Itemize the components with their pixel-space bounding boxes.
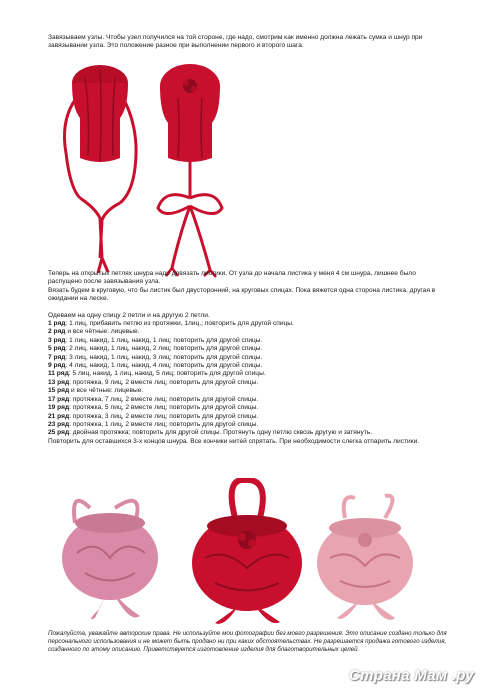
photo-finished-bags (55, 478, 435, 628)
intro-text: Завязываем узлы. Чтобы узел получился на той стороне, где надо, смотрим как именно должна лежать сумка и шнур при завязывании узла. Это положение разное при выполнении первого и второго шага. (48, 34, 423, 50)
red-bag-center (192, 480, 302, 624)
row-item: 11 ряд: 5 лиц, накид, 1 лиц, накид, 5 лиц; повторить для другой спицы. (48, 370, 266, 378)
para-cast-on: Одеваем на одну спицу 2 петли и на другую 2 петли. (48, 311, 210, 319)
para-circular-knitting: Вязать будем в круговую, что бы листик был двусторонний, на круговых спицах. Пока вяжется одна сторона листика, другая в ожидании на леске. (48, 286, 436, 303)
row-item: 15 ряд и все чётные: лицевые. (48, 387, 144, 395)
pink-bag-left (62, 501, 158, 620)
light-pink-bag-right (317, 496, 413, 620)
photo-bags-knotting (40, 58, 260, 278)
row-item: 1 ряд: 1 лиц, прибавить петлю из протяжки, 1лиц.; повторить для другой спицы. (48, 320, 294, 328)
row-item: 13 ряд: протяжка, 9 лиц, 2 вместе лиц; повторить для другой спицы. (48, 378, 259, 386)
pattern-instructions (48, 270, 448, 446)
para-leaves-intro: Теперь на открытых петлях шнура надо довязать листики. От узла до начала листика у меня 4 см шнура, лишнее было распущено после завязывания узла. (48, 270, 416, 286)
row-item: 19 ряд: протяжка, 5 лиц, 2 вместе лиц; повторить для другой спицы. (48, 404, 259, 412)
red-bag-left (65, 65, 137, 273)
row-item: 21 ряд: протяжка, 3 лиц, 2 вместе лиц; повторить для другой спицы. (48, 412, 259, 420)
copyright-text: Пожалуйста, уважайте авторские права. Не используйте мои фотографии без моего разрешения. Это описание создано только для персонального использования и не может быть продано ни при каких обстоятельствах. Не разрешается продажа готового изделия, созданного по этому описанию. Приветствуется изготовление изделия для благотворительных целей. (48, 630, 447, 653)
copyright-notice (48, 630, 448, 654)
intro-paragraph (48, 34, 448, 51)
row-item: 25 ряд: двойная протяжка; повторить для другой спицы. Протянуть одну петлю сквозь другую и затянуть. (48, 429, 373, 437)
row-item: 17 ряд: протяжка, 7 лиц, 2 вместе лиц; повторить для другой спицы. (48, 395, 259, 403)
row-item: 2 ряд и все чётные: лицевые. (48, 328, 140, 336)
row-item: 7 ряд: 3 лиц, накид, 1 лиц, накид, 3 лиц; повторить для другой спицы. (48, 353, 263, 361)
row-item: 23 ряд: протяжка, 1 лиц, 2 вместе лиц; повторить для другой спицы. (48, 420, 259, 428)
red-bag-right (158, 64, 222, 277)
row-list (48, 320, 448, 438)
site-watermark: Страна Мам .ру (348, 667, 474, 684)
row-item: 5 ряд: 2 лиц, накид, 1 лиц, накид, 2 лиц; повторить для другой спицы. (48, 345, 263, 353)
row-item: 3 ряд: 1 лиц, накид, 1 лиц, накид, 1 лиц; повторить для другой спицы. (48, 336, 263, 344)
row-item: 9 ряд: 4 лиц, накид, 1 лиц, накид, 4 лиц; повторить для другой спицы. (48, 362, 263, 370)
para-finish: Повторить для оставшихся 3-х концов шнура. Все кончики нитей спрятать. При необходимости слегка отпарить листики. (48, 437, 420, 445)
